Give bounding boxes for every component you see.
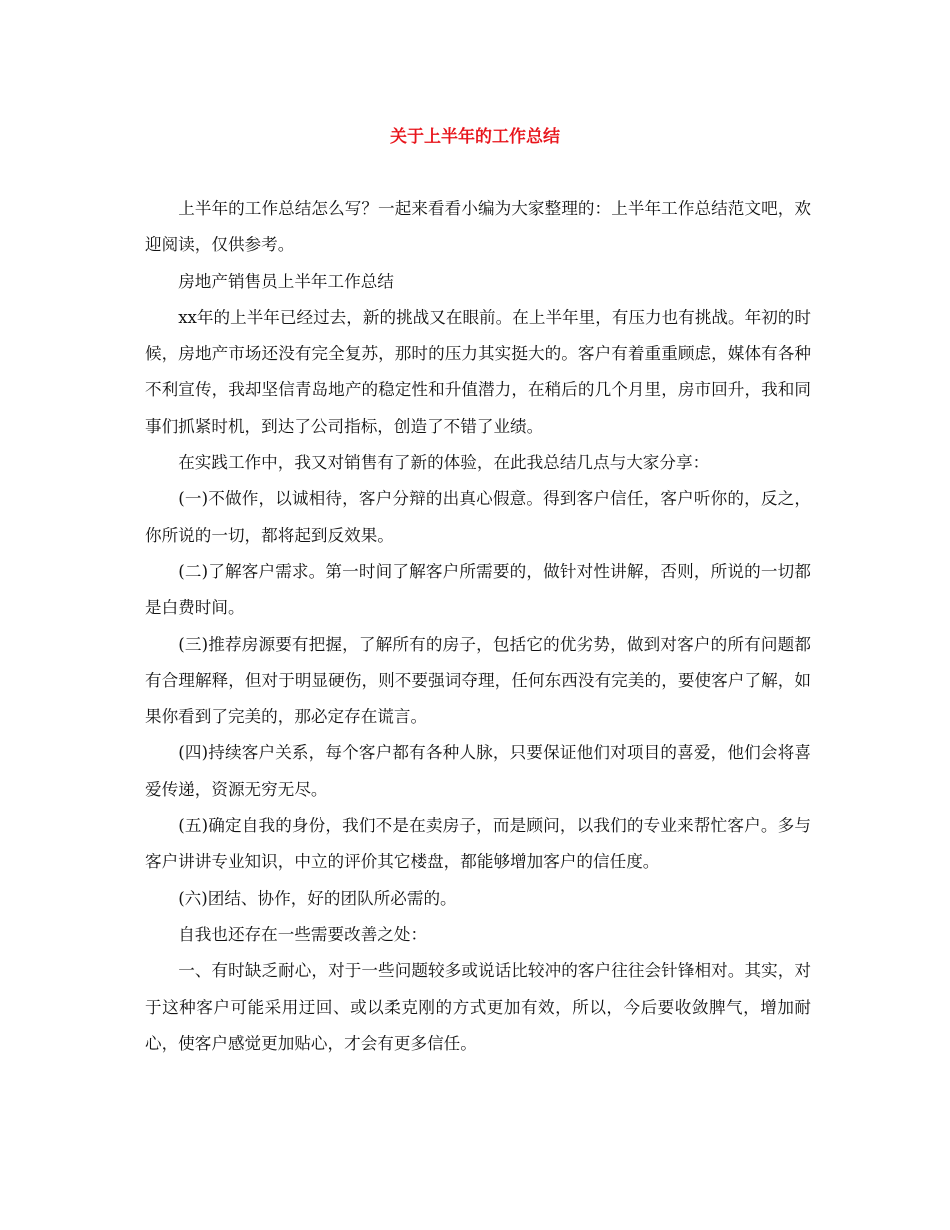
paragraph-subtitle: 房地产销售员上半年工作总结 bbox=[178, 271, 394, 291]
paragraph-improvement-intro: 自我也还存在一些需要改善之处： bbox=[178, 924, 428, 944]
paragraph-point-1: (一)不做作，以诚相待，客户分辩的出真心假意。得到客户信任，客户听你的，反之，你所说的一切，都将起到反效果。 bbox=[145, 489, 811, 545]
paragraph-experience-intro: 在实践工作中，我又对销售有了新的体验，在此我总结几点与大家分享： bbox=[178, 453, 710, 473]
paragraph-point-5: (五)确定自我的身份，我们不是在卖房子，而是顾问，以我们的专业来帮忙客户。多与客户讲讲专业知识，中立的评价其它楼盘，都能够增加客户的信任度。 bbox=[145, 816, 811, 872]
paragraph-point-3: (三)推荐房源要有把握，了解所有的房子，包括它的优劣势，做到对客户的所有问题都有合理解释，但对于明显硬伤，则不要强词夺理，任何东西没有完美的，要使客户了解，如果你看到了完美的，那必定存在谎言。 bbox=[145, 634, 811, 727]
paragraph-review: xx年的上半年已经过去，新的挑战又在眼前。在上半年里，有压力也有挑战。年初的时候，房地产市场还没有完全复苏，那时的压力其实挺大的。客户有着重重顾虑，媒体有各种不利宣传，我却坚信青岛地产的稳定性和升值潜力，在稍后的几个月里，房市回升，我和同事们抓紧时机，到达了公司指标，创造了不错了业绩。 bbox=[145, 307, 811, 436]
document-body bbox=[145, 191, 811, 1062]
paragraph-point-6: (六)团结、协作，好的团队所必需的。 bbox=[178, 888, 457, 908]
paragraph-point-2: (二)了解客户需求。第一时间了解客户所需要的，做针对性讲解，否则，所说的一切都是白费时间。 bbox=[145, 561, 811, 618]
paragraph-point-4: (四)持续客户关系，每个客户都有各种人脉，只要保证他们对项目的喜爱，他们会将喜爱传递，资源无穷无尽。 bbox=[145, 743, 811, 799]
paragraph-improvement-1: 一、有时缺乏耐心，对于一些问题较多或说话比较冲的客户往往会针锋相对。其实，对于这种客户可能采用迂回、或以柔克刚的方式更加有效，所以，今后要收敛脾气，增加耐心，使客户感觉更加贴心，才会有更多信任。 bbox=[145, 961, 811, 1053]
paragraph-intro: 上半年的工作总结怎么写？一起来看看小编为大家整理的：上半年工作总结范文吧，欢迎阅读，仅供参考。 bbox=[145, 199, 811, 255]
document-title: 关于上半年的工作总结 bbox=[390, 127, 560, 147]
